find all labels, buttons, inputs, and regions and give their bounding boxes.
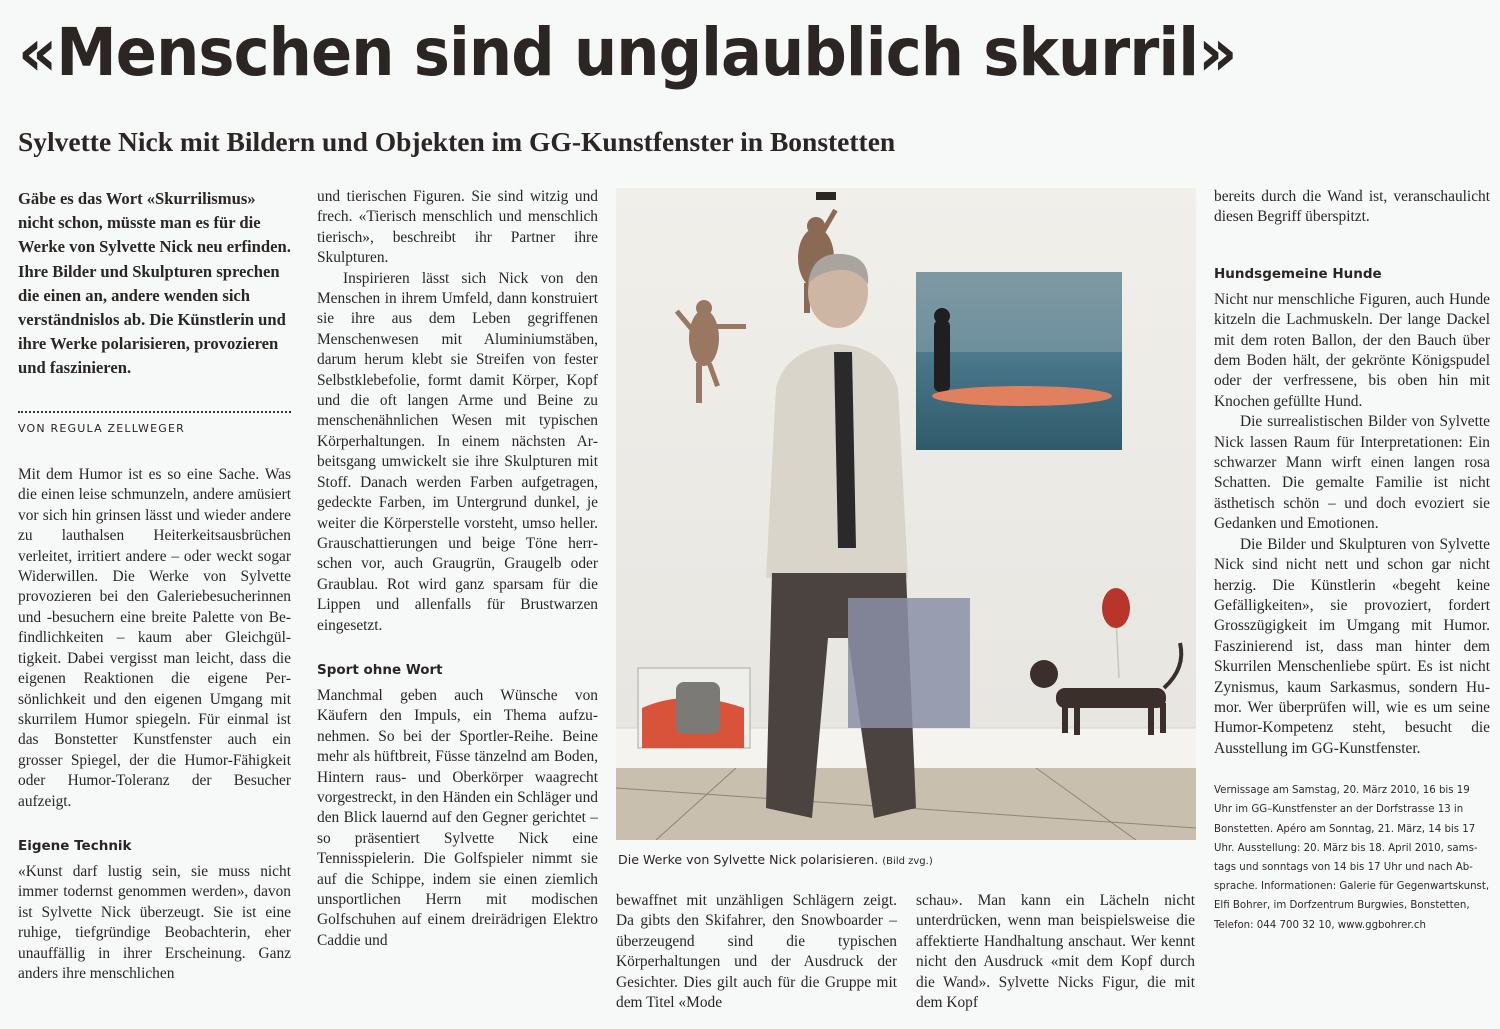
column-2	[317, 187, 598, 951]
body-paragraph: Nicht nur menschliche Figuren, auch Hunde kitzeln die Lachmuskeln. Der lange Dackel mit dem roten Ballon, der den Bauch über dem Boden hält, der gekrönte Königspudel oder der verfressene, bis oben hin mit Knochen gefüllte Hund.	[1214, 290, 1490, 410]
headline: «Menschen sind unglaublich skurril»	[18, 14, 1237, 91]
body-paragraph: Die surrealistischen Bilder von Sylvette Nick lassen Raum für Interpretationen: Ein schwarzer Mann wirft einen langen rosa Schatten. Die gemalte Familie ist nicht ästhetisch schön – und doch evoziert sie Gedanken und Emotionen.	[1214, 413, 1490, 533]
exhibition-info: Vernissage am Samstag, 20. März 2010, 16 bis 19 Uhr im GG–Kunstfenster an der Dorfstrasse 13 in Bonstetten. Apéro am Sonntag, 21. März, 14 bis 17 Uhr. Ausstellung: 20. März bis 18. April 2010, samstags und sonntags von 14 bis 17 Uhr und nach Absprache. Informationen: Galerie für Gegenwartskunst, Elfi Bohrer, im Dorfzentrum Burgwies, Bonstetten, Telefon: 044 700 32 10, www.ggbohrer.ch	[1214, 785, 1490, 931]
body-paragraph: und tierischen Figuren. Sie sind witzig und frech. «Tierisch menschlich und menschlich tierisch», beschreibt ihr Partner ihre Skulpturen.	[317, 188, 598, 267]
column-5	[1214, 187, 1490, 935]
photo-illustration	[616, 188, 1196, 840]
body-paragraph: Mit dem Humor ist es so eine Sache. Was die einen leise schmunzeln, andere amüsiert vor sich hin grinsen lässt und wieder andere zu lauthalsen Heiterkeitsausbrüchen verleitet, irritiert andere – oder weckt sogar Widerwillen. Die Werke von Sylvette provozieren bei den Galeriebesucherinnen und -besuchern eine breite Palette von Befindlichkeiten – kaum aber Gleichgültigkeit. Dabei vergisst man leicht, dass die eigenen Reaktionen die eigene Persönlichkeit und den eigenen Umgang mit skurrilem Humor spiegeln. Für einmal ist das Bonstetter Kunstfenster auch ein grosser Spiegel, der die Humor-Fähigkeit oder Humor-Toleranz der Besucher aufzeigt.	[18, 466, 291, 810]
caption-text: Die Werke von Sylvette Nick polarisieren.	[618, 852, 879, 867]
subheadline: Sylvette Nick mit Bildern und Objekten im GG-Kunstfenster in Bonstetten	[18, 126, 896, 157]
byline: VON REGULA ZELLWEGER	[18, 421, 185, 435]
photo-credit: (Bild zvg.)	[882, 856, 933, 867]
section-heading-sport-ohne-wort: Sport ohne Wort	[317, 661, 443, 678]
body-paragraph: Die Bilder und Skulpturen von Sylvette Nick sind nicht nett und schon gar nicht herzig. Die Künstlerin «begeht keine Gefälligkeiten», sie provoziert, fordert Grosszügigkeit im Umgang mit Humor. Faszinierend ist, dass man hinter dem Skurrilen Menschenliebe spürt. Es ist nicht Zynismus, kaum Sarkasmus, sondern Humor. Wer überprüfen will, wie es um seine Humor-Kompetenz steht, besucht die Ausstellung im GG-Kunstfenster.	[1214, 535, 1490, 757]
photo-caption	[618, 852, 933, 867]
body-paragraph: bewaffnet mit unzähligen Schlägern zeigt. Da gibts den Skifahrer, den Snowboarder – überzeugend sind die typischen Körperhaltungen und der Ausdruck der Gesichter. Dies gilt auch für die Gruppe mit dem Titel «Mode	[616, 892, 897, 1012]
body-paragraph: Inspirieren lässt sich Nick von den Menschen in ihrem Umfeld, dann konstruiert sie ihre aus dem Leben gegriffenen Menschenwesen mit Aluminiumstäben, darum herum klebt sie Streifen von fester Selbstklebefolie, formt damit Körper, Kopf und die oft langen Arme und Beine zu menschenähnlichen Wesen mit typischen Körperhaltungen. In einem nächsten Arbeitsgang umwickelt sie ihre Skulpturen mit Stoff. Danach werden Farben aufgetragen, gedeckte Farben, im Untergrund dunkel, je weiter die Körperstelle vorsteht, umso heller. Grauschattierungen und beige Töne herrschen vor, auch Graugrün, Graugelb oder Graublau. Rot wird ganz sparsam für die Lippen und allenfalls für Brustwarzen eingesetzt.	[317, 269, 598, 634]
section-heading-eigene-technik: Eigene Technik	[18, 837, 132, 854]
body-paragraph: bereits durch die Wand ist, veranschaulicht diesen Begriff überspitzt.	[1214, 188, 1490, 226]
red-balloon	[1102, 588, 1130, 628]
body-paragraph: Manchmal geben auch Wünsche von Käufern den Impuls, ein Thema aufzunehmen. So bei der Sportler-Reihe. Beine mehr als hüftbreit, Füsse tänzelnd am Boden, Hintern raus- und Oberkörper waagrecht vorgestreckt, in den Händen ein Schläger und den Blick lauernd auf den Gegner gerichtet – so präsentiert Sylvette Nick eine Tennisspielerin. Die Golfspieler nimmt sie auf die Schippe, indem sie einen ziemlich unsportlichen Herrn mit modischen Golfschuhen auf einem dreirädrigen Elektro Caddie und	[317, 686, 598, 949]
column-4	[916, 891, 1195, 1013]
body-paragraph: «Kunst darf lustig sein, sie muss nicht immer todernst genommen werden», davon ist Sylvette Nick überzeugt. Sie ist eine ruhige, tiefgründige Beobachterin, eher unauffällig in ihrer Erscheinung. Ganz anders ihre menschlichen	[18, 862, 291, 982]
column-1	[18, 187, 291, 984]
section-heading-hundsgemeine-hunde: Hundsgemeine Hunde	[1214, 265, 1382, 282]
article-photo	[616, 188, 1196, 840]
column-3	[616, 891, 897, 1013]
lead-paragraph: Gäbe es das Wort «Skurrilismus» nicht schon, müsste man es für die Werke von Sylvette Nick neu erfinden. Ihre Bilder und Skulpturen sprechen die einen an, andere wenden sich verständnislos ab. Die Künstlerin und ihre Werke polarisieren, provozieren und faszinieren.	[18, 189, 291, 378]
dotted-divider	[18, 411, 291, 413]
body-paragraph: schau». Man kann ein Lächeln nicht unterdrücken, wenn man beispielsweise die affektierte Handhaltung anschaut. Wer kennt nicht den Ausdruck «mit dem Kopf durch die Wand». Sylvette Nicks Figur, die mit dem Kopf	[916, 892, 1195, 1012]
